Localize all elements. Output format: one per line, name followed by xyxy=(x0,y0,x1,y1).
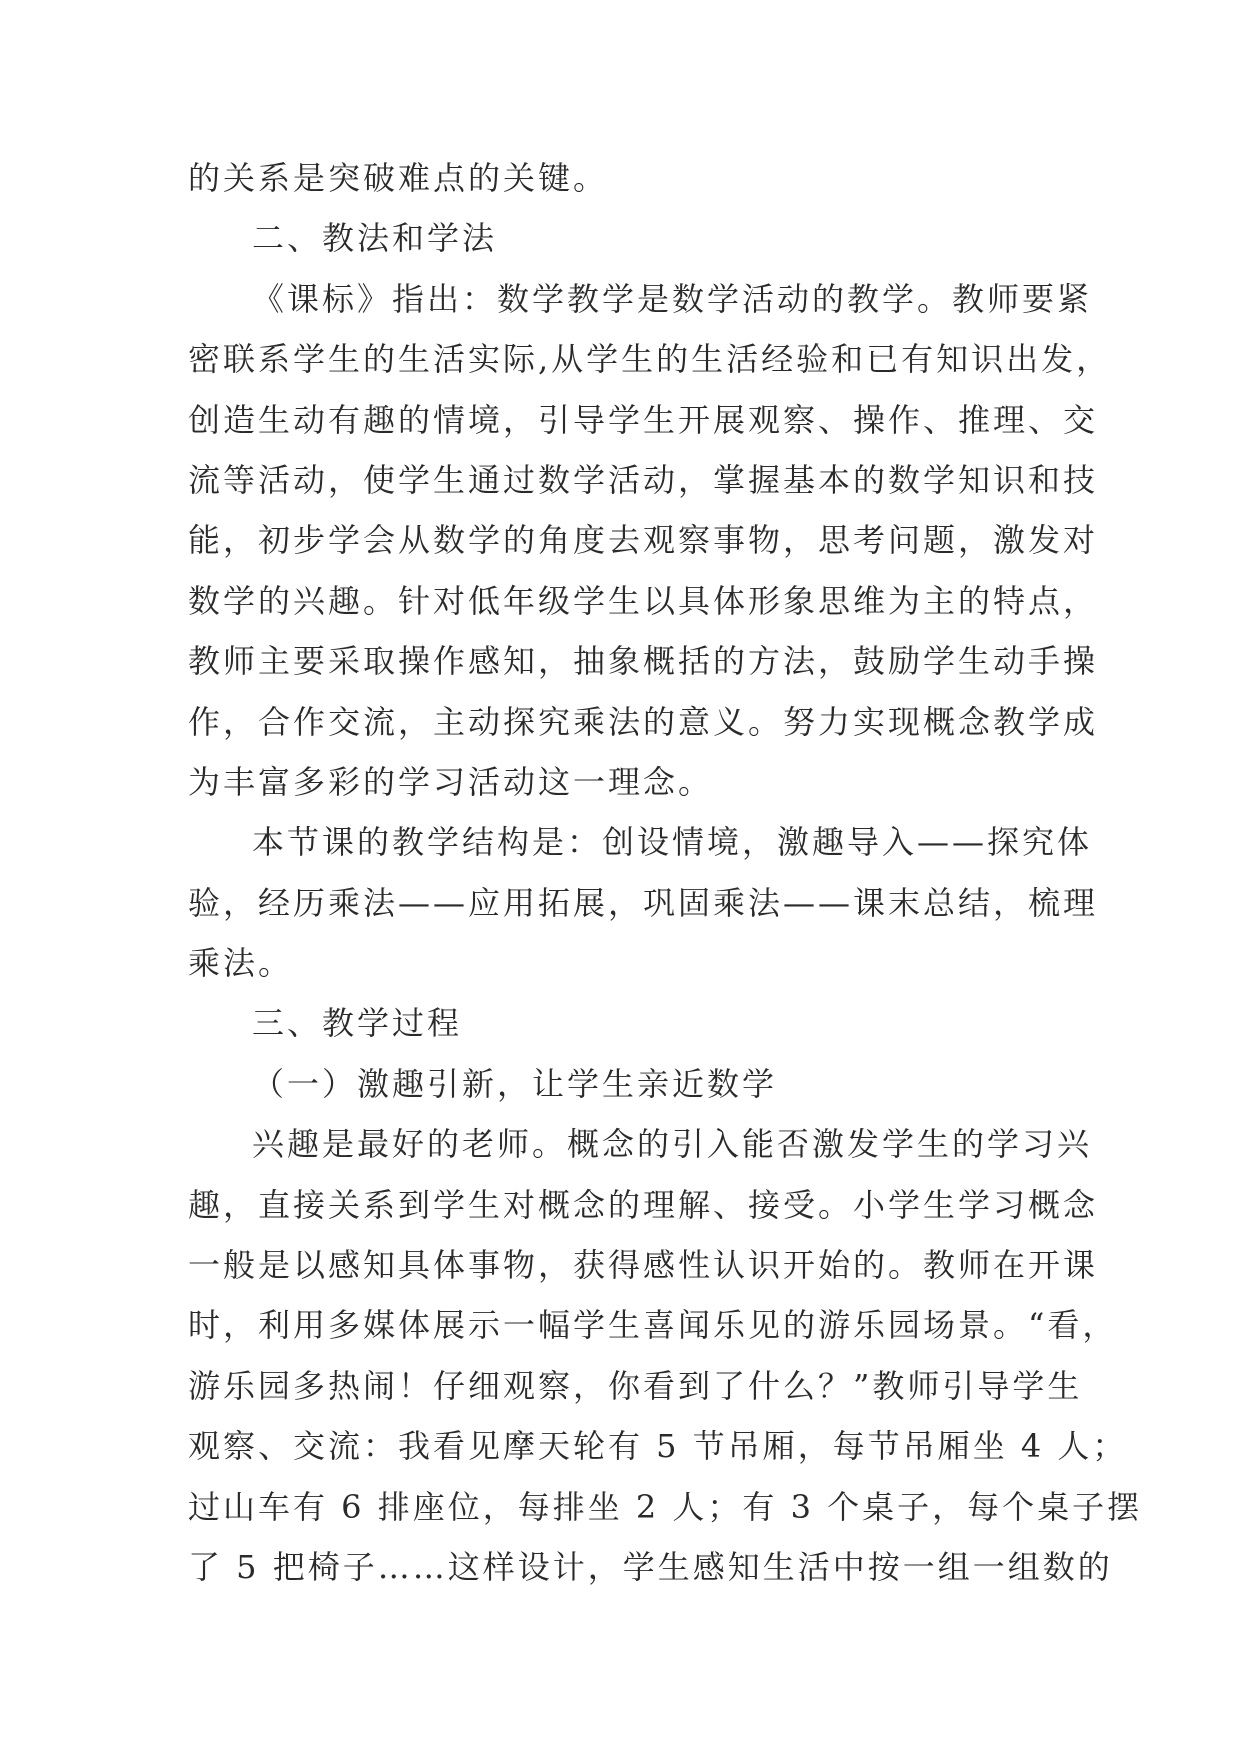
text-line: 为丰富多彩的学习活动这一理念。 xyxy=(188,762,714,801)
subsection-heading: （一）激趣引新，让学生亲近数学 xyxy=(252,1064,778,1103)
text-line: 作，合作交流，主动探究乘法的意义。努力实现概念教学成 xyxy=(188,702,1099,741)
text-line: 观察、交流：我看见摩天轮有 5 节吊厢，每节吊厢坐 4 人； xyxy=(188,1427,1128,1466)
text-line: 本节课的教学结构是：创设情境，激趣导入——探究体 xyxy=(252,823,1093,862)
text-line: 一般是以感知具体事物，获得感性认识开始的。教师在开课 xyxy=(188,1246,1099,1285)
text-line: 时，利用多媒体展示一幅学生喜闻乐见的游乐园场景。“看， xyxy=(188,1306,1118,1345)
text-line: 兴趣是最好的老师。概念的引入能否激发学生的学习兴 xyxy=(252,1125,1093,1164)
text-line: 验，经历乘法——应用拓展，巩固乘法——课末总结，梳理 xyxy=(188,883,1099,922)
text-line: 密联系学生的生活实际,从学生的生活经验和已有知识出发， xyxy=(188,340,1112,379)
text-line: 数学的兴趣。针对低年级学生以具体形象思维为主的特点， xyxy=(188,581,1099,620)
text-line: 趣，直接关系到学生对概念的理解、接受。小学生学习概念 xyxy=(188,1185,1099,1224)
document-body xyxy=(188,148,1143,1597)
text-line: 过山车有 6 排座位，每排坐 2 人；有 3 个桌子，每个桌子摆 xyxy=(188,1487,1143,1526)
text-line: 教师主要采取操作感知，抽象概括的方法，鼓励学生动手操 xyxy=(188,642,1099,681)
text-line: 创造生动有趣的情境，引导学生开展观察、操作、推理、交 xyxy=(188,400,1099,439)
text-line: 了 5 把椅子……这样设计，学生感知生活中按一组一组数的 xyxy=(188,1547,1113,1586)
text-line: 的关系是突破难点的关键。 xyxy=(188,159,609,197)
text-line: 流等活动，使学生通过数学活动，掌握基本的数学知识和技 xyxy=(188,460,1099,499)
section-heading: 二、教法和学法 xyxy=(252,219,498,258)
text-line: 能，初步学会从数学的角度去观察事物，思考问题，激发对 xyxy=(188,521,1099,560)
text-line: 乘法。 xyxy=(188,944,294,983)
text-line: 《课标》指出：数学教学是数学活动的教学。教师要紧 xyxy=(252,279,1093,318)
section-heading: 三、教学过程 xyxy=(252,1004,463,1043)
text-line: 游乐园多热闹！仔细观察，你看到了什么？”教师引导学生 xyxy=(188,1366,1083,1405)
